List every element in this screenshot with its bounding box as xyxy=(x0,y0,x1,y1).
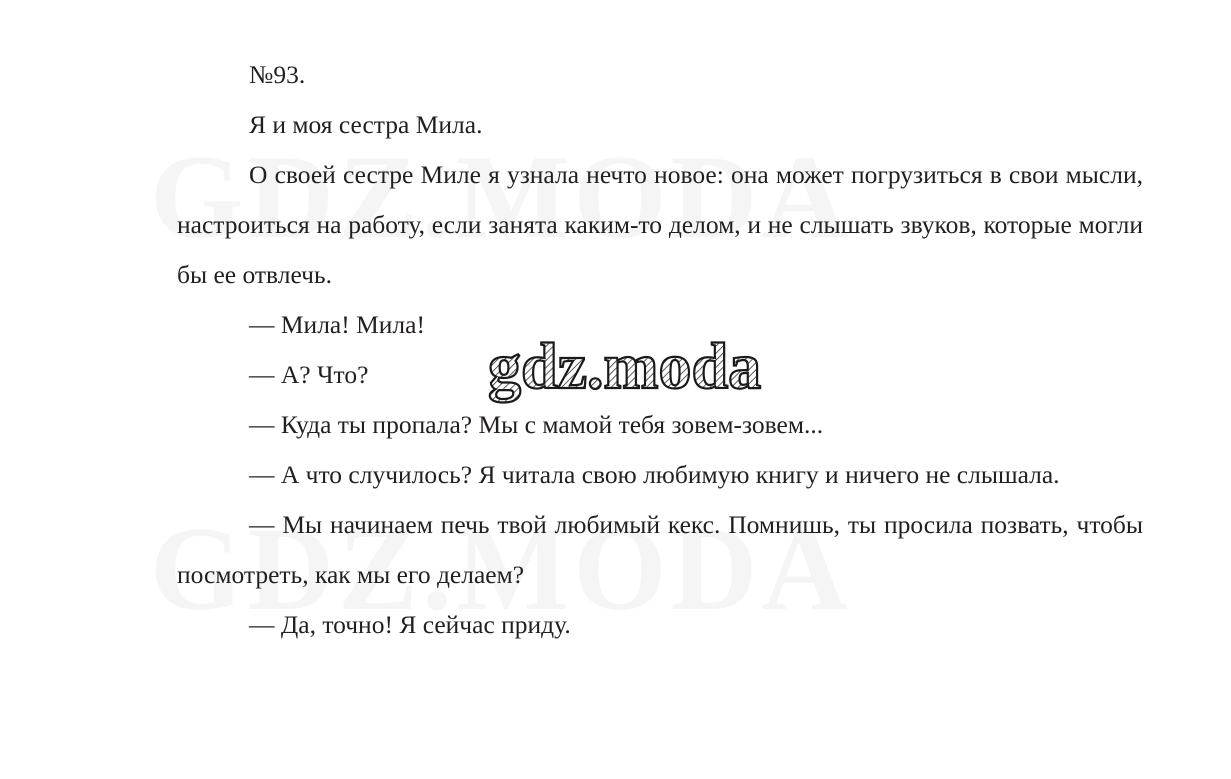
essay-title: Я и моя сестра Мила. xyxy=(249,110,483,139)
dialogue-line: — А? Что? xyxy=(249,360,369,389)
paragraph: О своей сестре Миле я узнала нечто новое: она может погрузиться в свои мысли, настроиться на работу, если занята каким-то делом, и не слышать звуков, которые могли бы ее отвлечь. xyxy=(177,160,1143,289)
dialogue-line: — А что случилось? Я читала свою любимую книгу и ничего не слышала. xyxy=(249,460,1060,489)
dialogue-line: — Мы начинаем печь твой любимый кекс. Помнишь, ты просила позвать, чтобы посмотреть, как мы его делаем? xyxy=(177,510,1143,589)
dialogue-line: — Да, точно! Я сейчас приду. xyxy=(249,610,571,639)
watermark-logo-text: gdz.moda xyxy=(488,330,762,403)
dialogue-line: — Мила! Мила! xyxy=(249,310,425,339)
exercise-number: №93. xyxy=(249,60,306,89)
watermark-logo xyxy=(484,330,834,410)
dialogue-line: — Куда ты пропала? Мы с мамой тебя зовем-зовем... xyxy=(249,410,824,439)
